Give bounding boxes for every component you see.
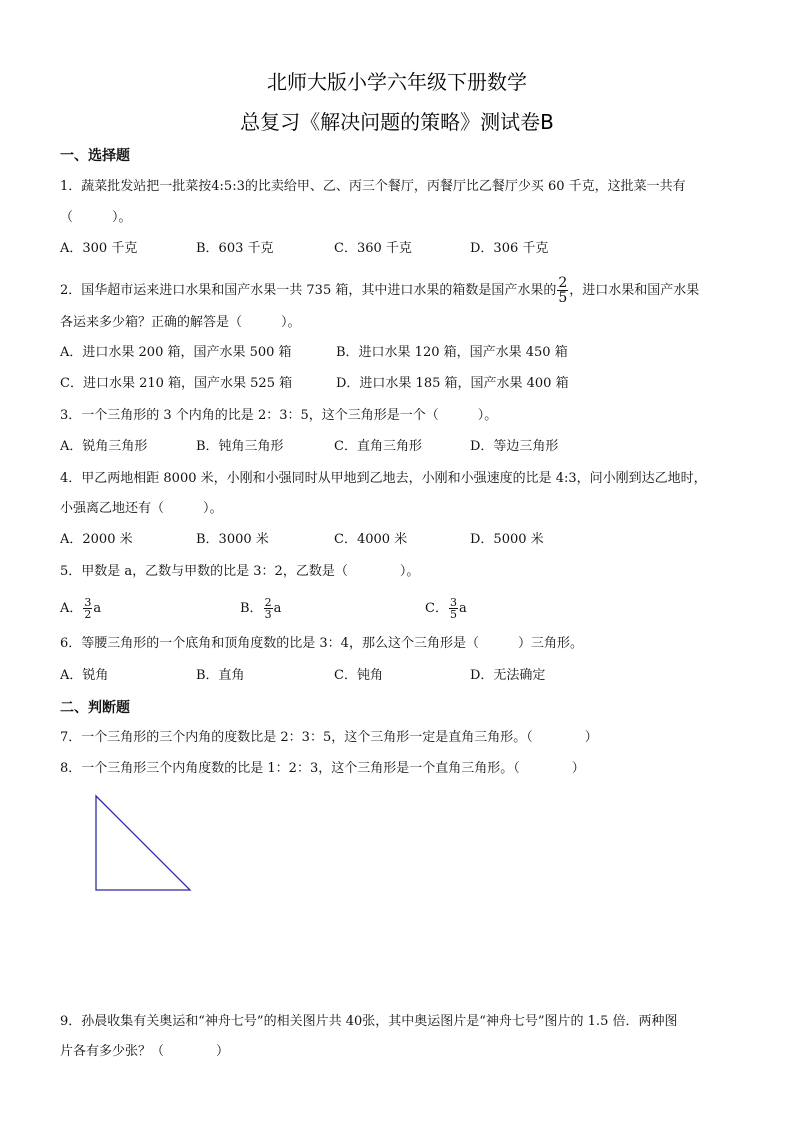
option-c[interactable]: C．4000 米 — [334, 532, 408, 547]
question-4-line2: 小强离乙地还有（ ）。 — [60, 501, 223, 516]
question-8-text: 8．一个三角形三个内角度数的比是 1：2：3，这个三角形是一个直角三角形。（ ） — [60, 761, 585, 776]
option-b[interactable]: B．直角 — [196, 668, 245, 683]
option-d[interactable]: D．无法确定 — [470, 668, 546, 683]
fraction-numerator: 3 — [449, 596, 457, 609]
option-b[interactable]: B．3000 米 — [196, 532, 269, 547]
page-subtitle: 总复习《解决问题的策略》测试卷B — [240, 110, 554, 134]
option-c[interactable]: C．直角三角形 — [334, 439, 422, 454]
option-d[interactable]: D．5000 米 — [470, 532, 544, 547]
fraction — [83, 597, 92, 620]
question-9-text: 9．孙晨收集有关奥运和“神舟七号”的相关图片共 40张，其中奥运图片是“神舟七号”图片的 1.5 倍．两种图 — [60, 1014, 678, 1029]
question-2-line2: 各运来多少箱？正确的解答是（ ）。 — [60, 315, 301, 330]
option-c[interactable]: C．360 千克 — [334, 241, 412, 256]
option-label: C． — [425, 601, 448, 616]
question-2-text-part1: 2．国华超市运来进口水果和国产水果一共 735 箱，其中进口水果的箱数是国产水果的 — [60, 283, 557, 298]
fraction-numerator: 2 — [558, 275, 568, 291]
option-b[interactable]: B．603 千克 — [196, 241, 274, 256]
fraction-denominator: 5 — [449, 608, 457, 621]
fraction-numerator: 3 — [84, 596, 92, 609]
variable: a — [458, 601, 467, 616]
option-a[interactable] — [60, 597, 101, 620]
option-c[interactable]: C．钝角 — [334, 668, 383, 683]
option-d[interactable]: D．等边三角形 — [470, 439, 559, 454]
right-triangle-figure — [90, 792, 196, 896]
fraction-denominator: 5 — [558, 290, 568, 306]
question-1-blank: （ ）。 — [60, 210, 132, 225]
question-6-text: 6．等腰三角形的一个底角和顶角度数的比是 3：4，那么这个三角形是（ ）三角形。 — [60, 636, 583, 651]
question-7-text: 7．一个三角形的三个内角的度数比是 2：3：5，这个三角形一定是直角三角形。（ ） — [60, 730, 598, 745]
question-9-line2: 片各有多少张？（ ） — [60, 1044, 230, 1059]
question-5-text: 5．甲数是 a，乙数与甲数的比是 3：2，乙数是（ ）。 — [60, 564, 420, 579]
option-b[interactable]: B．进口水果 120 箱，国产水果 450 箱 — [336, 345, 568, 360]
option-c[interactable]: C．进口水果 210 箱，国产水果 525 箱 — [60, 376, 293, 391]
option-a[interactable]: A．2000 米 — [60, 532, 133, 547]
fraction-numerator: 2 — [264, 596, 272, 609]
option-c[interactable] — [425, 597, 467, 620]
page-title: 北师大版小学六年级下册数学 — [267, 70, 527, 94]
option-b[interactable] — [240, 597, 281, 620]
variable: a — [93, 601, 102, 616]
option-a[interactable]: A．进口水果 200 箱，国产水果 500 箱 — [60, 345, 292, 360]
fraction-denominator: 2 — [84, 608, 92, 621]
question-4-text: 4．甲乙两地相距 8000 米，小刚和小强同时从甲地到乙地去，小刚和小强速度的比是 4:3，问小刚到达乙地时， — [60, 471, 707, 486]
option-a[interactable]: A．锐角 — [60, 668, 109, 683]
section-judge-heading: 二、判断题 — [60, 700, 130, 716]
fraction — [264, 597, 273, 620]
fraction — [449, 597, 458, 620]
option-label: A． — [60, 601, 83, 616]
option-a[interactable]: A．300 千克 — [60, 241, 138, 256]
question-1-text: 1．蔬菜批发站把一批菜按4:5:3的比卖给甲、乙、丙三个餐厅，丙餐厅比乙餐厅少买 60 千克，这批菜一共有 — [60, 179, 686, 194]
option-a[interactable]: A．锐角三角形 — [60, 439, 148, 454]
option-b[interactable]: B．钝角三角形 — [196, 439, 284, 454]
fraction-denominator: 3 — [264, 608, 272, 621]
section-choice-heading: 一、选择题 — [60, 148, 130, 164]
variable: a — [273, 601, 282, 616]
option-d[interactable]: D．306 千克 — [470, 241, 549, 256]
option-d[interactable]: D．进口水果 185 箱，国产水果 400 箱 — [336, 376, 569, 391]
question-2-text — [60, 276, 699, 305]
triangle-shape — [96, 796, 190, 890]
option-label: B． — [240, 601, 263, 616]
question-3-text: 3．一个三角形的 3 个内角的比是 2：3：5，这个三角形是一个（ ）。 — [60, 408, 498, 423]
question-2-text-part2: ，进口水果和国产水果 — [569, 283, 700, 298]
fraction — [557, 276, 568, 305]
